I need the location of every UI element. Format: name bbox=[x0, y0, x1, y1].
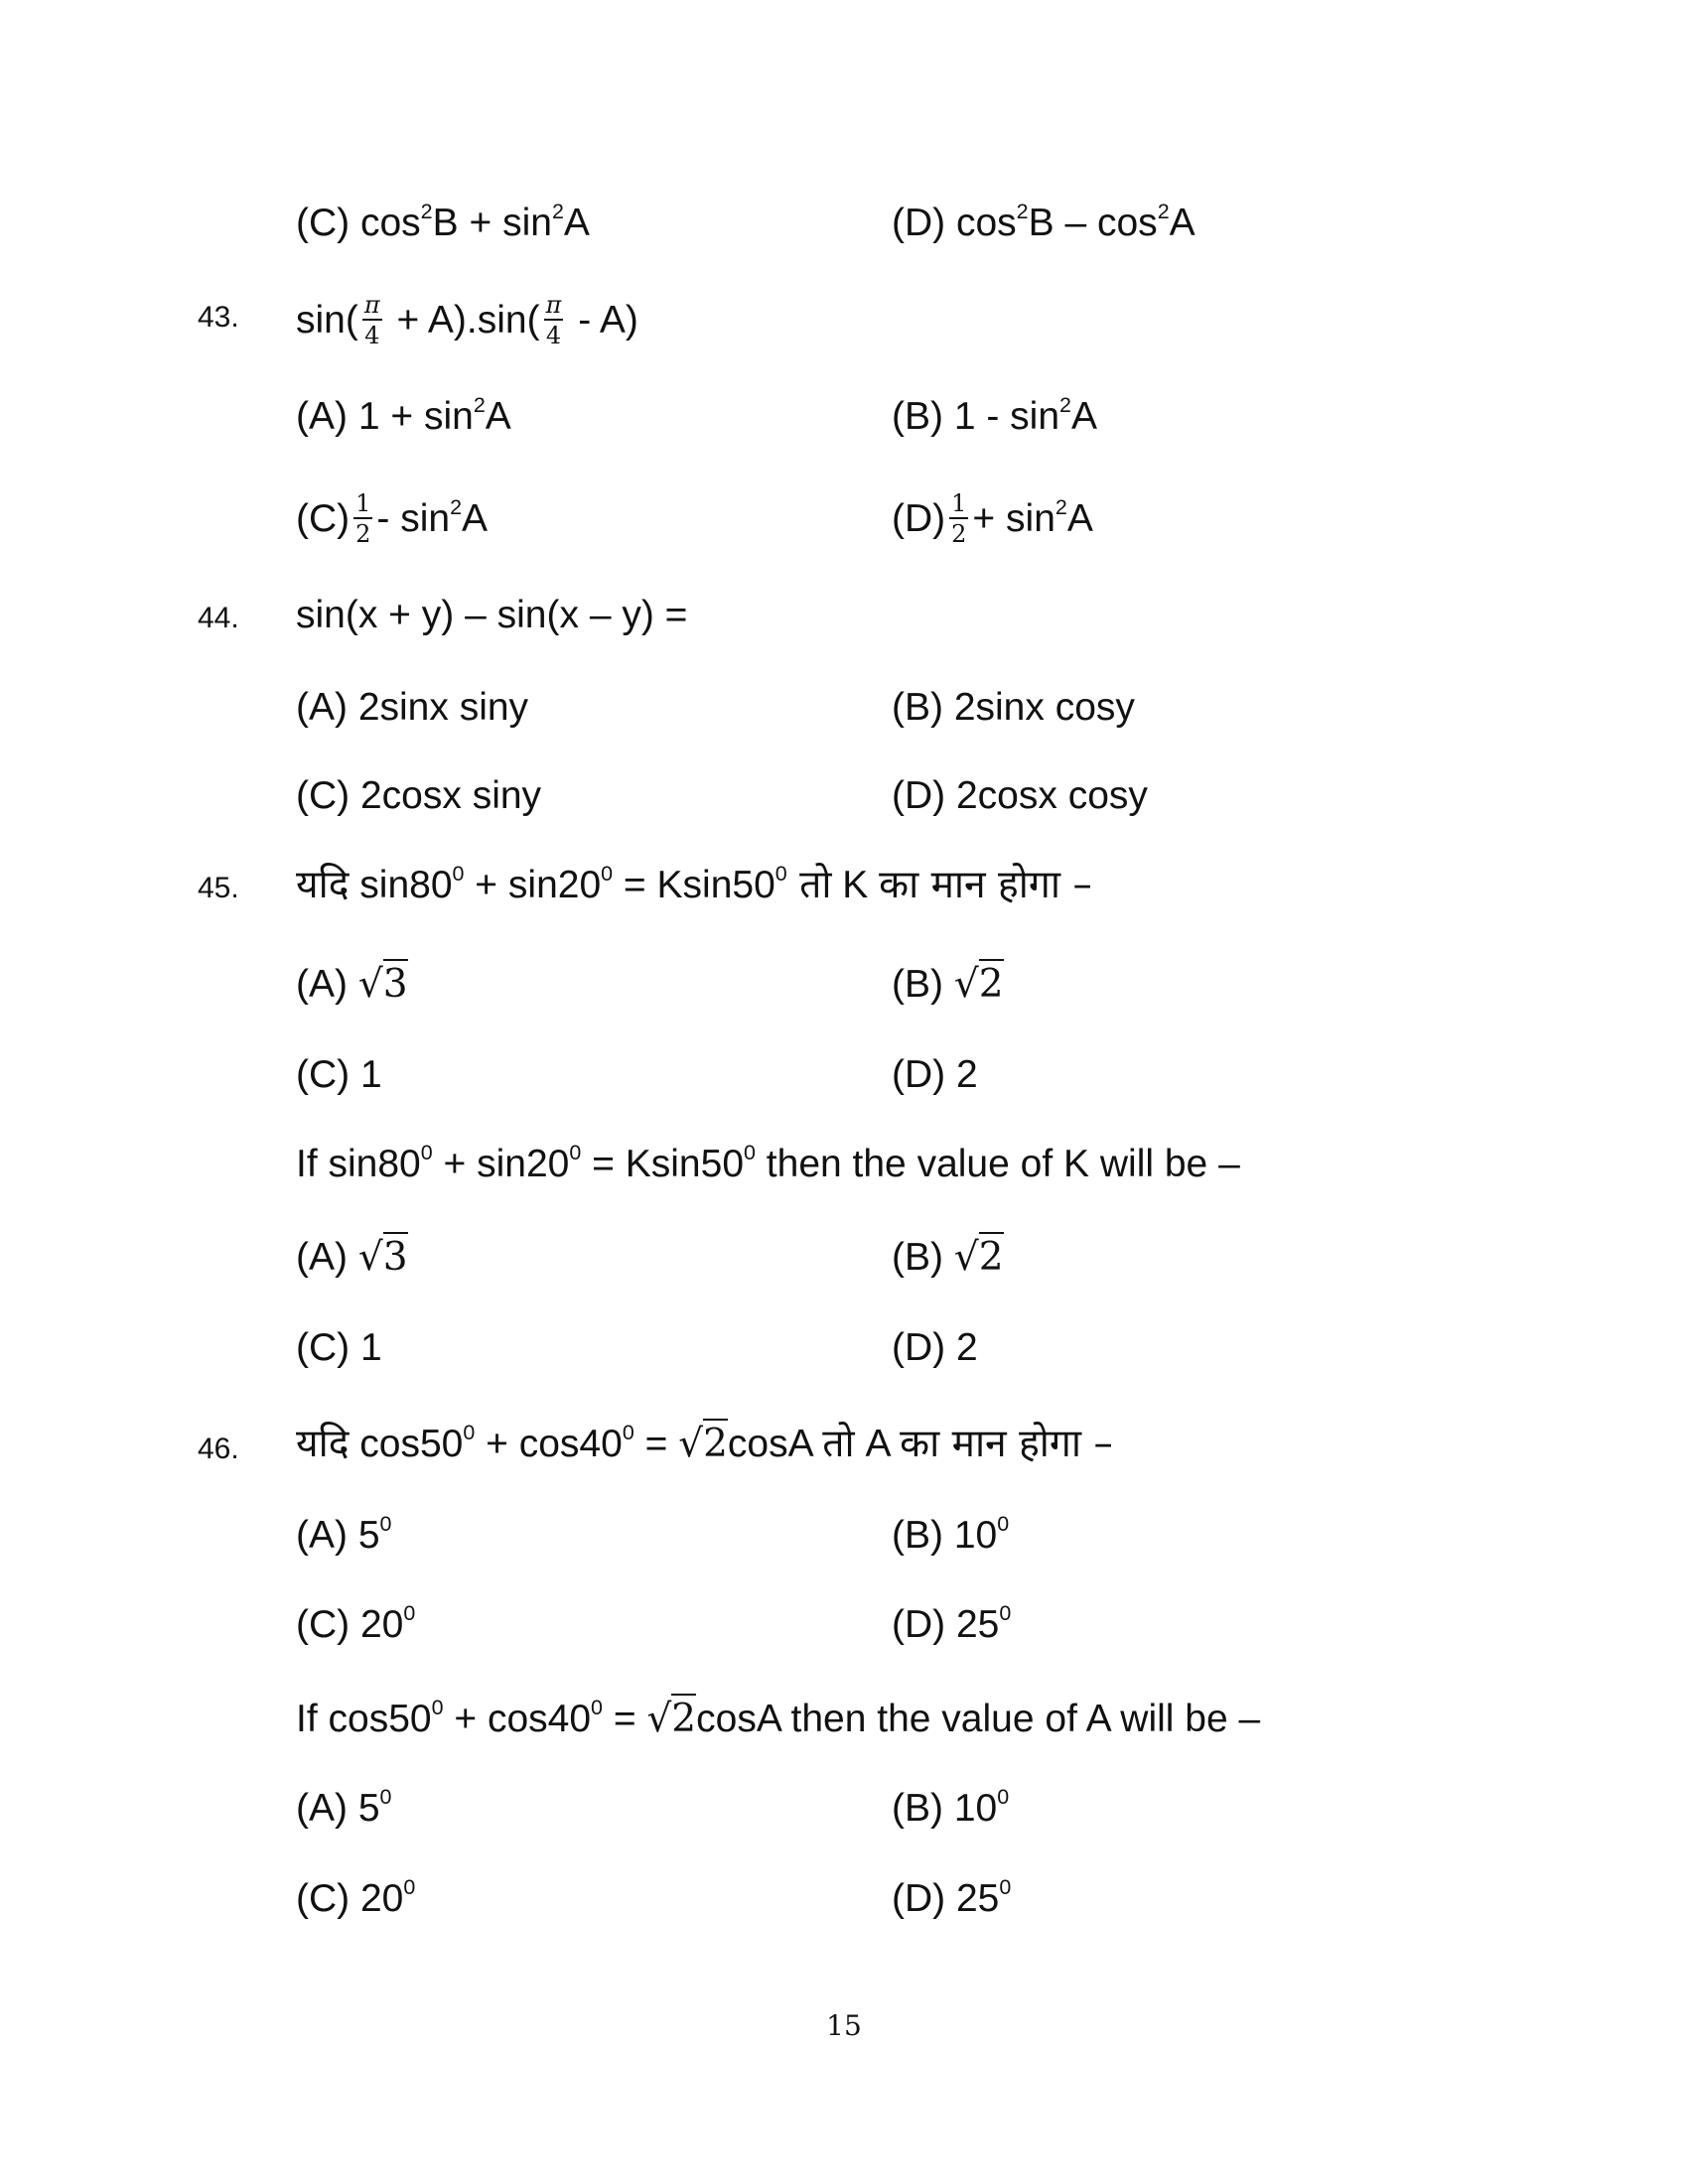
q46-hindi-option-d: (D) $25^0$ bbox=[892, 1600, 1012, 1646]
q44-option-b: (B) 2sinx cosy bbox=[892, 686, 1135, 729]
q44-option-c: (C) 2cosx siny bbox=[296, 774, 542, 817]
q44-option-a: (A) 2sinx siny bbox=[296, 686, 529, 729]
q45-english-option-a: (A) √3 bbox=[296, 1238, 408, 1277]
question-number-46: 46. bbox=[198, 1433, 239, 1465]
q43-option-b: (B) $1 - \sin^2A$ bbox=[892, 392, 1097, 438]
q45-hindi-option-c: (C) 1 bbox=[296, 1053, 382, 1096]
q44-option-d: (D) 2cosx cosy bbox=[892, 774, 1148, 817]
question-number-43: 43. bbox=[198, 301, 239, 334]
q42-option-c: (C) $\cos^2B + \sin^2A$ bbox=[296, 199, 590, 244]
q46-english-option-c: (C) $20^0$ bbox=[296, 1874, 416, 1920]
question-number-45: 45. bbox=[198, 872, 239, 904]
q45-hindi-option-d: (D) 2 bbox=[892, 1053, 978, 1096]
page-number: 15 bbox=[826, 2009, 862, 2042]
q43-option-d: (D) $\frac{1}{2}$ + $\sin^2A$ bbox=[892, 489, 1093, 548]
q45-stem-hindi: यदि $\sin 80^0 + \sin 20^0 = Ksin50^0$ तो K का मान होगा – bbox=[296, 861, 1092, 907]
q42-option-d: (D) $\cos^2B - \cos^2A$ bbox=[892, 199, 1196, 244]
q45-english-option-b: (B) √2 bbox=[892, 1238, 1004, 1277]
q45-english-option-d: (D) 2 bbox=[892, 1326, 978, 1369]
q46-english-option-a: (A) $5^0$ bbox=[296, 1784, 392, 1830]
q46-hindi-option-b: (B) $10^0$ bbox=[892, 1511, 1010, 1557]
q46-hindi-option-a: (A) $5^0$ bbox=[296, 1511, 392, 1557]
q45-english-option-c: (C) 1 bbox=[296, 1326, 382, 1369]
q45-hindi-option-a: (A) √3 bbox=[296, 965, 408, 1004]
q46-stem-hindi: यदि $\cos 50^0 + \cos 40^0 = √2\cos A$ तो A का मान होगा – bbox=[296, 1420, 1113, 1466]
q43-option-a: (A) $1 + \sin^2A$ bbox=[296, 392, 511, 438]
q46-stem-english: If $\cos 50^0 + \cos 40^0 = √2\cos A$ then the value of A will be – bbox=[296, 1695, 1261, 1741]
question-number-44: 44. bbox=[198, 602, 239, 634]
q46-english-option-b: (B) $10^0$ bbox=[892, 1784, 1010, 1830]
q45-stem-english: If $\sin 80^0 + \sin 20^0 = Ksin50^0$ then the value of K will be – bbox=[296, 1140, 1240, 1185]
q46-hindi-option-c: (C) $20^0$ bbox=[296, 1600, 416, 1646]
q43-option-c: (C) $\frac{1}{2}$ - $\sin^2A$ bbox=[296, 489, 489, 548]
q46-english-option-d: (D) $25^0$ bbox=[892, 1874, 1012, 1920]
q44-stem: sin(x + y) – sin(x – y) = bbox=[296, 594, 688, 636]
q45-hindi-option-b: (B) √2 bbox=[892, 965, 1004, 1004]
q43-stem: sin( $\frac{\pi}{4}$ + A).sin( $\frac{\pi}{4}$ - A) bbox=[296, 291, 638, 349]
